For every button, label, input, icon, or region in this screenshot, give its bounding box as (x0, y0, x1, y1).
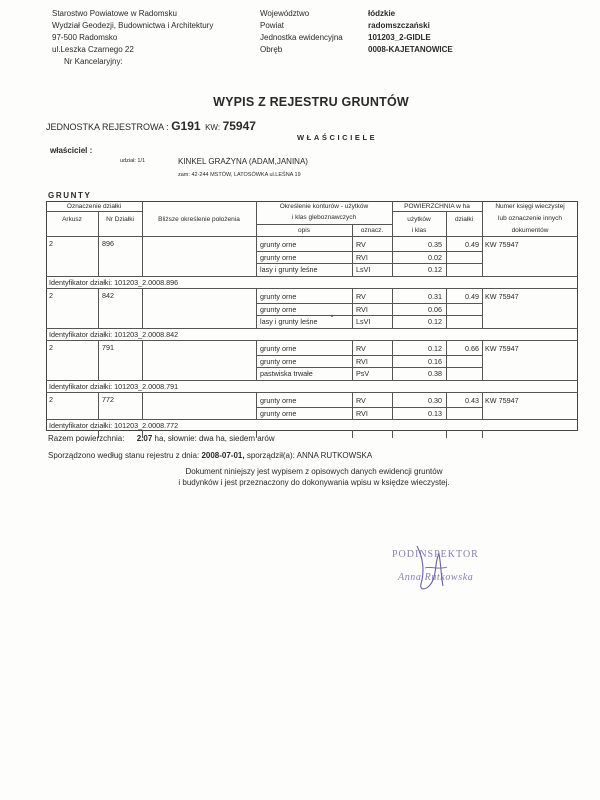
prepared-by: ANNA RUTKOWSKA (296, 451, 373, 460)
kw-label: KW: (205, 123, 221, 132)
use-desc: grunty orne (260, 396, 297, 405)
region-value: radomszczański (368, 21, 430, 30)
row-line (46, 392, 578, 393)
ident-value: 101203_2.0008.772 (114, 421, 179, 430)
use-class: RV (356, 292, 366, 301)
use-area: 0.30 (428, 396, 442, 405)
use-area: 0.16 (428, 357, 442, 366)
row-line (256, 224, 392, 225)
parcel-number: 842 (102, 291, 114, 300)
ident-label: Identyfikator działki: (49, 382, 113, 391)
use-area: 0.12 (428, 265, 442, 274)
parcel-number: 772 (102, 395, 114, 404)
th-opis: opis (298, 227, 310, 234)
kw-value: 75947 (222, 119, 256, 133)
grunty-heading: GRUNTY (48, 191, 92, 200)
parcel-area: 0.49 (465, 240, 479, 249)
office-header (52, 8, 213, 68)
parcel-area: 0.49 (465, 292, 479, 301)
total-area-line (48, 434, 275, 443)
th-okreslenie1: Określenie konturów - użytków (279, 203, 369, 210)
office-line: Nr Kancelaryjny: (64, 57, 123, 66)
owner-name: KINKEL GRAŻYNA (ADAM,JANINA) (178, 157, 308, 166)
parcel-number: 896 (102, 239, 114, 248)
use-desc: pastwiska trwałe (260, 369, 313, 378)
parcel-identifier (49, 278, 178, 287)
row-line (256, 263, 482, 264)
use-area: 0.02 (428, 253, 442, 262)
ident-label: Identyfikator działki: (49, 330, 113, 339)
row-line (256, 303, 482, 304)
use-class: RVI (356, 357, 368, 366)
th-arkusz: Arkusz (62, 216, 82, 223)
th-blizsze: Bliższe określenie położenia (158, 216, 240, 223)
use-area: 0.38 (428, 369, 442, 378)
parcel-number: 791 (102, 343, 114, 352)
region-label: Województwo (260, 9, 310, 18)
parcel-kw: KW 75947 (485, 292, 519, 301)
use-class: RVI (356, 409, 368, 418)
prepared-by-label: sporządził(a): (246, 451, 295, 460)
office-line: Wydział Geodezji, Budownictwa i Architektury (52, 21, 214, 30)
use-class: RVI (356, 305, 368, 314)
th-oznacz: oznacz. (360, 227, 384, 234)
row-line (256, 367, 482, 368)
prepared-label: Sporządzono według stanu rejestru z dnia: (48, 451, 200, 460)
row-line (46, 211, 142, 212)
signature-icon (395, 540, 475, 600)
use-class: RV (356, 396, 366, 405)
use-desc: grunty orne (260, 305, 297, 314)
parcel-area: 0.66 (465, 344, 479, 353)
ident-value: 101203_2.0008.896 (114, 278, 179, 287)
prepared-date: 2008-07-01, (201, 451, 245, 460)
use-class: RVI (356, 253, 368, 262)
row-line (256, 315, 482, 316)
region-label: Powiat (260, 21, 285, 30)
unit-label: JEDNOSTKA REJESTROWA : (46, 122, 169, 132)
parcel-kw: KW 75947 (485, 396, 519, 405)
office-line: 97-500 Radomsko (52, 33, 118, 42)
th-oznaczenie: Oznaczenie działki (66, 203, 122, 210)
stamp-title: PODINSPEKTOR (392, 549, 479, 560)
use-area: 0.12 (428, 344, 442, 353)
row-line (46, 288, 578, 289)
use-class: RV (356, 344, 366, 353)
parcel-sheet: 2 (49, 291, 53, 300)
th-dzialki: działki (454, 216, 474, 223)
use-desc: grunty orne (260, 357, 297, 366)
use-area: 0.13 (428, 409, 442, 418)
use-class: LsVI (356, 265, 371, 274)
th-uzytkow1: użytków (407, 216, 431, 223)
region-label: Obręb (260, 45, 283, 54)
stray-mark (331, 315, 333, 317)
footer-note (0, 466, 600, 488)
col-line (98, 211, 99, 438)
total-label: Razem powierzchnia: (48, 434, 125, 443)
th-pow: POWIERZCHNIA w ha (404, 203, 470, 210)
row-line (256, 355, 482, 356)
parcel-kw: KW 75947 (485, 344, 519, 353)
parcel-kw: KW 75947 (485, 240, 519, 249)
parcel-identifier (49, 421, 178, 430)
prepared-line (48, 451, 372, 460)
office-line: ul.Leszka Czarnego 22 (52, 45, 134, 54)
footer-line: Dokument niniejszy jest wypisem z opisowych danych ewidencji gruntów (185, 467, 443, 476)
use-desc: grunty orne (260, 240, 297, 249)
use-desc: lasy i grunty leśne (260, 265, 318, 274)
parcel-sheet: 2 (49, 343, 53, 352)
th-ksiega3: dokumentów (511, 227, 549, 234)
th-nr: Nr Działki (106, 216, 134, 223)
use-class: PsV (356, 369, 370, 378)
use-class: LsVI (356, 317, 371, 326)
share-label: udział: 1/1 (120, 158, 146, 164)
use-desc: grunty orne (260, 344, 297, 353)
parcel-identifier (49, 382, 178, 391)
parcels-table (46, 201, 578, 431)
owners-label: właściciel : (50, 146, 93, 155)
region-value: 101203_2-GIDLE (368, 33, 431, 42)
region-labels (260, 8, 343, 56)
use-area: 0.06 (428, 305, 442, 314)
parcel-area: 0.43 (465, 396, 479, 405)
ident-value: 101203_2.0008.791 (114, 382, 179, 391)
region-label: Jednostka ewidencyjna (260, 33, 343, 42)
ident-label: Identyfikator działki: (49, 421, 113, 430)
parcel-sheet: 2 (49, 239, 53, 248)
row-line (256, 407, 482, 408)
use-desc: grunty orne (260, 409, 297, 418)
th-ksiega1: Numer księgi wieczystej (495, 203, 565, 210)
row-line (256, 251, 482, 252)
total-unit: ha, słownie: dwa ha, siedem arów (154, 434, 275, 443)
use-class: RV (356, 240, 366, 249)
use-area: 0.31 (428, 292, 442, 301)
use-desc: lasy i grunty leśne (260, 317, 318, 326)
region-value: łódzkie (368, 9, 396, 18)
th-ksiega2: lub oznaczenie innych (498, 215, 562, 222)
owners-heading: WŁAŚCICIELE (297, 133, 378, 142)
use-desc: grunty orne (260, 292, 297, 301)
parcel-sheet: 2 (49, 395, 53, 404)
unit-value: G191 (171, 119, 201, 133)
registry-unit-line (46, 119, 256, 133)
use-area: 0.35 (428, 240, 442, 249)
ident-value: 101203_2.0008.842 (114, 330, 179, 339)
office-line: Starostwo Powiatowe w Radomsku (52, 9, 177, 18)
owner-address: zam: 42-244 MSTÓW, LATOSÓWKA ul.LEŚNA 19 (178, 172, 301, 178)
stamp-name: Anna Rutkowska (398, 572, 474, 583)
th-okreslenie2: i klas gleboznawczych (291, 214, 357, 221)
total-value: 2.07 (136, 434, 153, 443)
region-values (368, 8, 453, 56)
footer-line: i budynków i jest przeznaczony do dokonywania wpisu w księdze wieczystej. (178, 478, 450, 487)
document-title: WYPIS Z REJESTRU GRUNTÓW (213, 95, 409, 109)
header-bottom-line (46, 236, 578, 237)
th-uzytkow2: i klas (411, 227, 427, 234)
row-line (46, 340, 578, 341)
parcel-identifier (49, 330, 178, 339)
use-desc: grunty orne (260, 253, 297, 262)
ident-label: Identyfikator działki: (49, 278, 113, 287)
region-value: 0008-KAJETANOWICE (368, 45, 453, 54)
use-area: 0.12 (428, 317, 442, 326)
row-line (392, 211, 482, 212)
